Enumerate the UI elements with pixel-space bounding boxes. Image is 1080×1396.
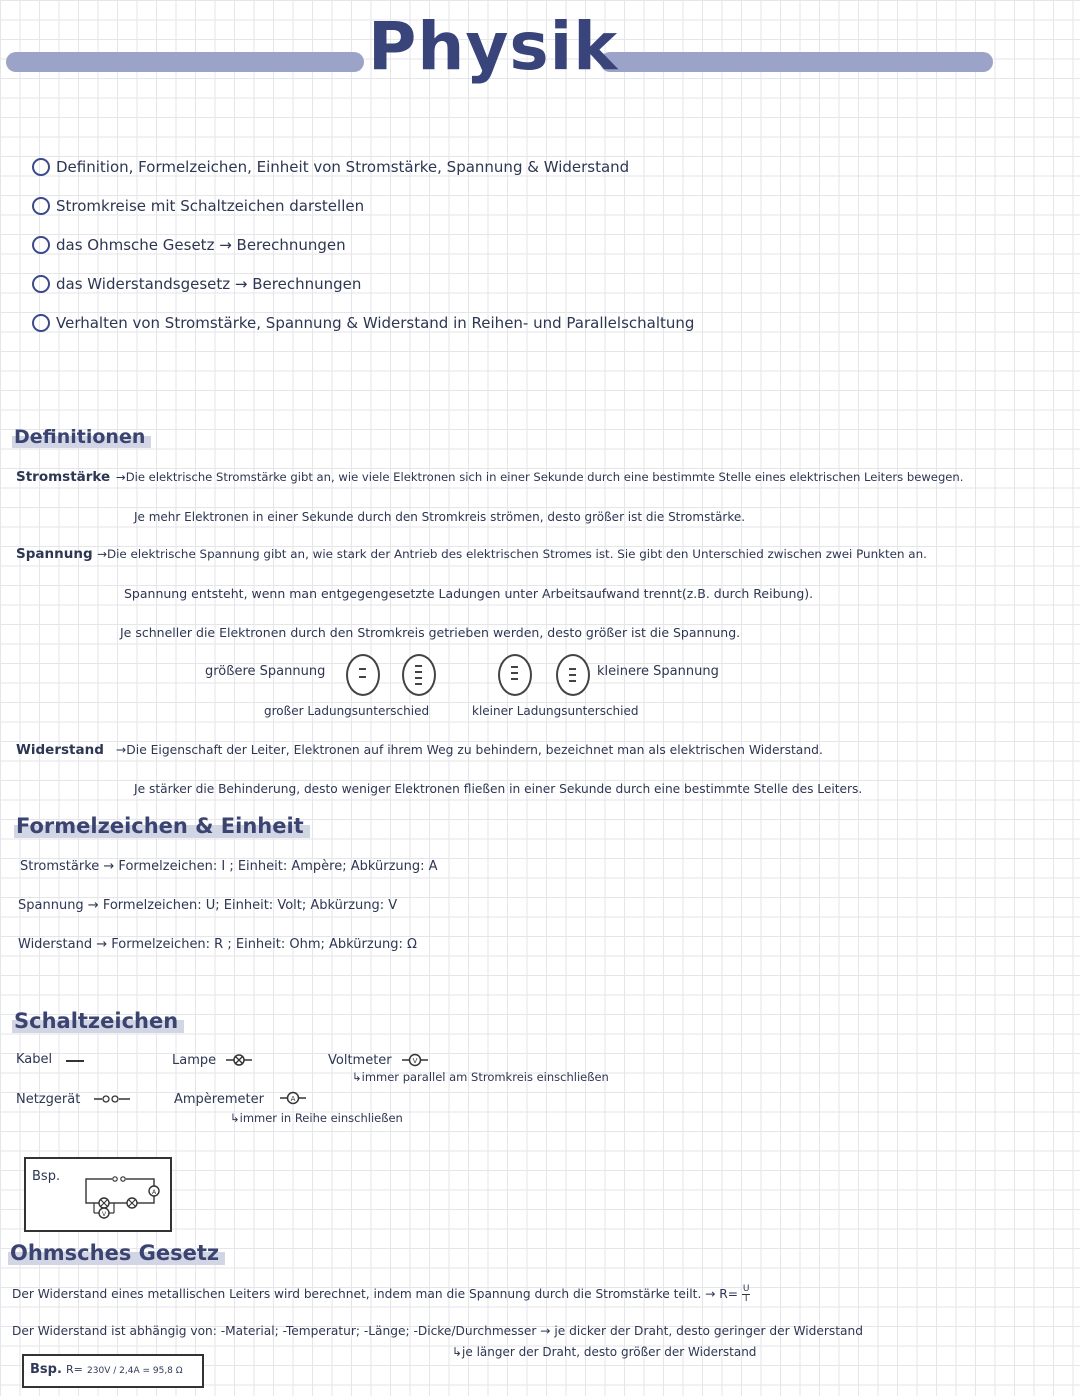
charge-ellipse-icon (498, 654, 532, 696)
resistance-note: Je stärker die Behinderung, desto weniger Elektronen fließen in einer Sekunde durch eine bestimmte Stelle des Leiters. (134, 782, 863, 796)
ammeter-symbol-icon (280, 1090, 306, 1106)
charge-ellipse-icon (556, 654, 590, 696)
symbols-row: Widerstand → Formelzeichen: R ; Einheit: Ohm; Abkürzung: Ω (18, 937, 417, 952)
ohm-definition (12, 1285, 750, 1304)
resistance-term: Widerstand (16, 742, 104, 758)
goal-text: das Ohmsche Gesetz → Berechnungen (56, 236, 346, 254)
ohm-fraction (742, 1285, 751, 1304)
ohm-heading: Ohmsches Gesetz (8, 1241, 225, 1265)
voltmeter-note: ↳immer parallel am Stromkreis einschließen (352, 1070, 609, 1084)
current-note: Je mehr Elektronen in einer Sekunde durch den Stromkreis strömen, desto größer ist die Stromstärke. (134, 510, 746, 524)
symbols-row: Stromstärke → Formelzeichen: I ; Einheit: Ampère; Abkürzung: A (20, 859, 438, 874)
svg-text:A: A (290, 1095, 296, 1103)
ammeter-label: Ampèremeter (174, 1092, 264, 1107)
svg-text:A: A (151, 1189, 157, 1196)
example-circuit-diagram-icon (80, 1169, 164, 1223)
circle-icon (32, 197, 50, 215)
symbols-heading: Formelzeichen & Einheit (14, 814, 310, 838)
cable-label: Kabel (16, 1052, 53, 1067)
voltmeter-symbol-icon (402, 1052, 428, 1068)
current-term: Stromstärke (16, 469, 111, 485)
ohm-example-label: Bsp. (30, 1362, 62, 1377)
small-difference-label: kleiner Ladungsunterschied (472, 704, 639, 718)
power-supply-symbol-icon (94, 1093, 134, 1105)
circle-icon (32, 158, 50, 176)
example-circuit-box (24, 1157, 172, 1232)
ohm-dependencies: Der Widerstand ist abhängig von: -Material; -Temperatur; -Länge; -Dicke/Durchmesser → je dicker der Draht, desto geringer der Widerstand (12, 1324, 863, 1338)
bigger-voltage-label: größere Spannung (205, 664, 326, 679)
ohm-example-box (22, 1354, 204, 1388)
ohm-example-calc: 230V / 2,4A = 95,8 Ω (87, 1366, 183, 1376)
current-definition: →Die elektrische Stromstärke gibt an, wie viele Elektronen sich in einer Sekunde durch eine bestimmte Stelle eines elektrischen Leiters bewegen. (116, 470, 964, 484)
page-title: Physik (368, 8, 619, 85)
voltage-note: Je schneller die Elektronen durch den Stromkreis getrieben werden, desto größer ist die Spannung. (120, 625, 741, 640)
svg-text:V: V (101, 1211, 107, 1218)
ohm-example-r: R= (66, 1363, 83, 1376)
smaller-voltage-label: kleinere Spannung (597, 664, 719, 679)
voltage-origin: Spannung entsteht, wenn man entgegengesetzte Ladungen unter Arbeitsaufwand trennt(z.B. durch Reibung). (124, 586, 814, 601)
circle-icon (32, 236, 50, 254)
voltmeter-label: Voltmeter (328, 1053, 392, 1068)
ohm-definition-text: Der Widerstand eines metallischen Leiters wird berechnet, indem man die Spannung durch die Stromstärke teilt. → R= (12, 1287, 738, 1301)
charge-ellipse-icon (402, 654, 436, 696)
goal-item (32, 158, 629, 176)
resistance-definition: →Die Eigenschaft der Leiter, Elektronen auf ihrem Weg zu behindern, bezeichnet man als elektrischen Widerstand. (116, 743, 823, 757)
voltage-definition: →Die elektrische Spannung gibt an, wie stark der Antrieb des elektrischen Stromes ist. Sie gibt den Unterschied zwischen zwei Punkten an. (97, 547, 927, 561)
goal-item (32, 236, 346, 254)
svg-text:V: V (412, 1057, 418, 1065)
cable-symbol-icon (66, 1056, 86, 1066)
symbols-row: Spannung → Formelzeichen: U; Einheit: Volt; Abkürzung: V (18, 898, 398, 913)
lamp-label: Lampe (172, 1053, 217, 1068)
title-bar-left (6, 52, 364, 72)
big-difference-label: großer Ladungsunterschied (264, 704, 430, 718)
fraction-numerator: U (742, 1284, 750, 1294)
voltage-term: Spannung (16, 546, 93, 562)
title-bar-right (600, 52, 993, 72)
example-label: Bsp. (32, 1169, 61, 1184)
charge-ellipse-icon (346, 654, 380, 696)
goal-item (32, 275, 361, 293)
lamp-symbol-icon (226, 1053, 252, 1067)
circle-icon (32, 275, 50, 293)
power-supply-label: Netzgerät (16, 1092, 81, 1107)
ohm-example (30, 1362, 183, 1377)
definitions-heading: Definitionen (12, 426, 151, 448)
circle-icon (32, 314, 50, 332)
fraction-denominator: I (744, 1294, 748, 1304)
goal-item (32, 314, 694, 332)
ammeter-note: ↳immer in Reihe einschließen (230, 1111, 403, 1125)
goal-text: Verhalten von Stromstärke, Spannung & Widerstand in Reihen- und Parallelschaltung (56, 314, 695, 332)
goal-text: Definition, Formelzeichen, Einheit von Stromstärke, Spannung & Widerstand (56, 158, 630, 176)
circuit-symbols-heading: Schaltzeichen (12, 1009, 184, 1033)
goal-text: Stromkreise mit Schaltzeichen darstellen (56, 197, 365, 215)
ohm-length-note: ↳je länger der Draht, desto größer der Widerstand (452, 1345, 757, 1359)
goal-item (32, 197, 364, 215)
goal-text: das Widerstandsgesetz → Berechnungen (56, 275, 362, 293)
